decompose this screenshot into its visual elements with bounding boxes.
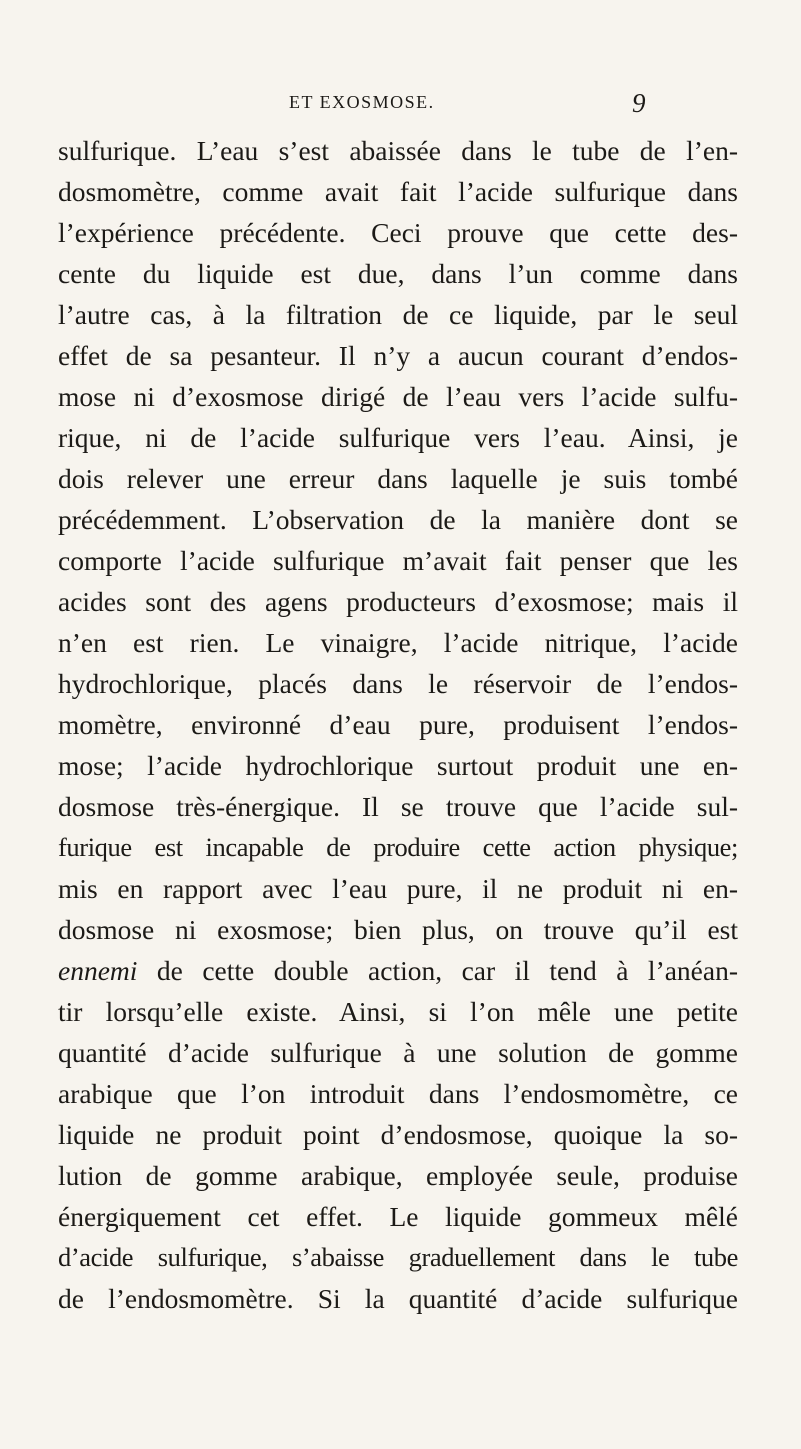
text-line: l’expérience précédente. Ceci prouve que cette des- [58,217,738,248]
text-line: lution de gomme arabique, employée seule, produise [58,1160,738,1191]
page-header [0,88,801,122]
text-line: comporte l’acide sulfurique m’avait fait penser que les [58,545,738,576]
text-line: cente du liquide est due, dans l’un comme dans [58,258,738,289]
text-line: mose; l’acide hydrochlorique surtout produit une en- [58,750,738,781]
text-line: rique, ni de l’acide sulfurique vers l’eau. Ainsi, je [58,422,738,453]
text-line: dosmose très-énergique. Il se trouve que l’acide sul- [58,791,738,822]
text-line-rest: de cette double action, car il tend à l’anéan- [156,955,738,986]
text-line: sulfurique. L’eau s’est abaissée dans le tube de l’en- [58,135,738,166]
text-line: hydrochlorique, placés dans le réservoir de l’endos- [58,668,738,699]
page-number: 9 [632,88,646,118]
text-line: quantité d’acide sulfurique à une solution de gomme [58,1037,738,1068]
text-line: dosmomètre, comme avait fait l’acide sulfurique dans [58,176,738,207]
text-line: d’acide sulfurique, s’abaisse graduellement dans le tube [58,1242,738,1272]
text-line: mis en rapport avec l’eau pure, il ne produit ni en- [58,873,738,904]
text-line: énergiquement cet effet. Le liquide gommeux mêlé [58,1201,738,1232]
text-line: mose ni d’exosmose dirigé de l’eau vers l’acide sulfu- [58,381,738,412]
running-title: ET EXOSMOSE. [289,92,435,112]
text-line: dois relever une erreur dans laquelle je suis tombé [58,463,738,494]
text-line: dosmose ni exosmose; bien plus, on trouve qu’il est [58,914,738,945]
text-line: tir lorsqu’elle existe. Ainsi, si l’on mêle une petite [58,996,738,1027]
text-line: momètre, environné d’eau pure, produisent l’endos- [58,709,738,740]
text-line: précédemment. L’observation de la manière dont se [58,504,738,535]
text-line: acides sont des agens producteurs d’exosmose; mais il [58,586,738,617]
text-line: liquide ne produit point d’endosmose, quoique la so- [58,1119,738,1150]
emphasis-word: ennemi [58,955,138,986]
text-line: l’autre cas, à la filtration de ce liquide, par le seul [58,299,738,330]
text-line: furique est incapable de produire cette action physique; [58,832,738,862]
body-text [58,130,738,1319]
text-line: n’en est rien. Le vinaigre, l’acide nitrique, l’acide [58,627,738,658]
text-line: de l’endosmomètre. Si la quantité d’acide sulfurique [58,1283,738,1314]
text-line: arabique que l’on introduit dans l’endosmomètre, ce [58,1078,738,1109]
text-line-with-emphasis [58,950,738,991]
text-line: effet de sa pesanteur. Il n’y a aucun courant d’endos- [58,340,738,371]
